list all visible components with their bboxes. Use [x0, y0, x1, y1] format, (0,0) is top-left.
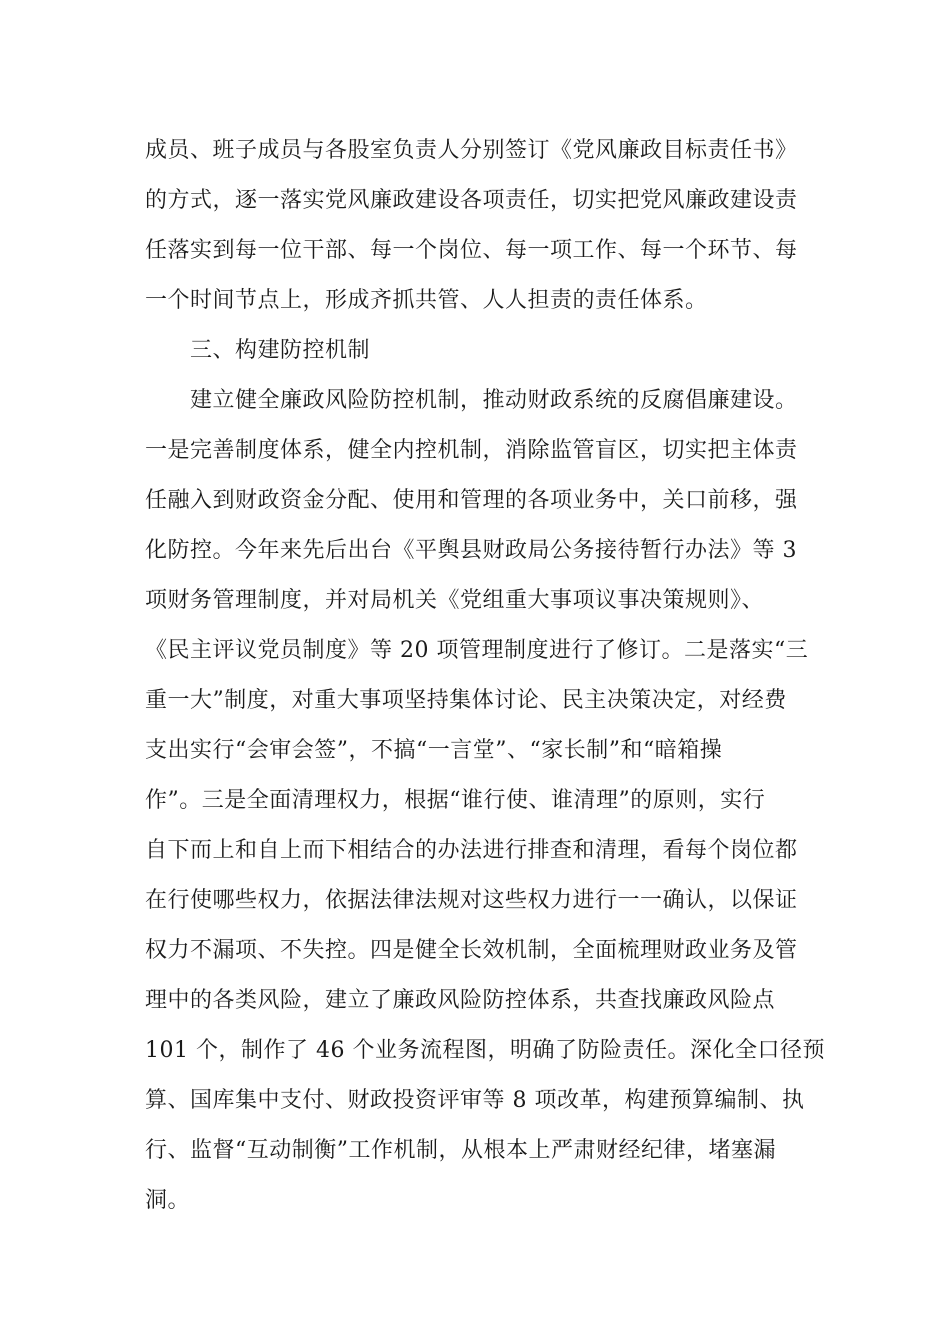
text-line: 任落实到每一位干部、每一个岗位、每一项工作、每一个环节、每 [145, 238, 798, 263]
text-line: 作”。三是全面清理权力，根据“谁行使、谁清理”的原则，实行 [145, 788, 766, 813]
text-line: 理中的各类风险，建立了廉政风险防控体系，共查找廉政风险点 [145, 988, 776, 1013]
text-line: 自下而上和自上而下相结合的办法进行排查和清理，看每个岗位都 [145, 838, 798, 863]
text-line: 权力不漏项、不失控。四是健全长效机制，全面梳理财政业务及管 [145, 938, 798, 963]
text-line: 的方式，逐一落实党风廉政建设各项责任，切实把党风廉政建设责 [145, 188, 798, 213]
text-line: 101 个，制作了 46 个业务流程图，明确了防险责任。深化全口径预 [145, 1038, 825, 1063]
text-line: 行、监督“互动制衡”工作机制，从根本上严肃财经纪律，堵塞漏 [145, 1138, 776, 1163]
text-line: 算、国库集中支付、财政投资评审等 8 项改革，构建预算编制、执 [145, 1088, 805, 1113]
text-line: 支出实行“会审会签”，不搞“一言堂”、“家长制”和“暗箱操 [145, 738, 723, 763]
text-line: 重一大”制度，对重大事项坚持集体讨论、民主决策决定，对经费 [145, 688, 787, 713]
text-line: 一是完善制度体系，健全内控机制，消除监管盲区，切实把主体责 [145, 438, 798, 463]
text-line: 在行使哪些权力，依据法律法规对这些权力进行一一确认，以保证 [145, 888, 798, 913]
section-heading: 三、构建防控机制 [190, 338, 371, 363]
text-line: 任融入到财政资金分配、使用和管理的各项业务中，关口前移，强 [145, 488, 798, 513]
text-line: 化防控。今年来先后出台《平舆县财政局公务接待暂行办法》等 3 [145, 538, 797, 563]
text-line: 洞。 [145, 1188, 191, 1213]
text-line: 成员、班子成员与各股室负责人分别签订《党风廉政目标责任书》 [145, 138, 798, 163]
text-line: 建立健全廉政风险防控机制，推动财政系统的反腐倡廉建设。 [190, 388, 798, 413]
text-line: 一个时间节点上，形成齐抓共管、人人担责的责任体系。 [145, 288, 708, 313]
text-line: 项财务管理制度，并对局机关《党组重大事项议事决策规则》、 [145, 588, 765, 613]
text-line: 《民主评议党员制度》等 20 项管理制度进行了修订。二是落实“三 [145, 638, 809, 663]
